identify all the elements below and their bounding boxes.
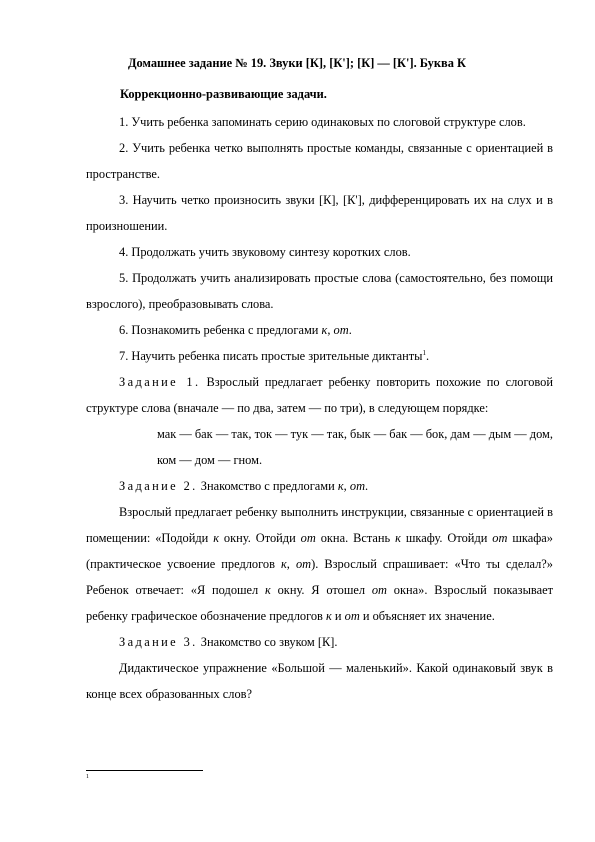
exercise-heading: Знакомство с предлогами <box>197 479 338 493</box>
exercise-label: Задание 3. <box>119 635 198 649</box>
task-item: 1. Учить ребенка запоминать серию одинаковых по слоговой структуре слов. <box>119 115 526 129</box>
preposition-k: к <box>395 531 401 545</box>
text-run: ). Взрослый спрашивает: «Что ты сделал?» Ребенок отвечает: «Я подошел <box>86 557 553 597</box>
exercise-label: Задание 1. <box>119 375 201 389</box>
preposition-k: к <box>321 323 328 337</box>
preposition-k: к <box>326 609 332 623</box>
text-run: шкафа» (практическое усвоение предлогов <box>86 531 553 571</box>
separator: , <box>286 557 296 571</box>
exercise-2-heading <box>86 473 553 499</box>
preposition-k: к <box>213 531 219 545</box>
preposition-ot: от <box>371 583 388 597</box>
task-item: 4. Продолжать учить звуковому синтезу коротких слов. <box>119 245 411 259</box>
footnote-divider <box>86 770 203 771</box>
period: . <box>365 479 369 493</box>
exercise-label: Задание 2. <box>119 479 198 493</box>
preposition-ot: от <box>344 609 360 623</box>
separator: , <box>343 479 350 493</box>
exercise-2-text <box>86 499 553 629</box>
preposition-k: к <box>281 557 287 571</box>
task-item-7 <box>86 343 553 369</box>
preposition-ot: от <box>349 479 366 493</box>
task-item: 5. Продолжать учить анализировать простые слова (самостоятельно, без помощи взрослого), преобразовывать слова. <box>86 271 553 311</box>
exercise-text: Взрослый предлагает ребенку повторить похожие по слоговой структуре слова (вначале — по два, затем — по три), в следующем порядке: <box>86 375 554 415</box>
preposition-ot: от <box>295 557 312 571</box>
task-item: 3. Научить четко произносить звуки [К], [К'], дифференцировать их на слух и в произношении. <box>86 193 553 233</box>
preposition-ot: от <box>492 531 508 545</box>
section-subtitle: Коррекционно-развивающие задачи. <box>120 87 327 101</box>
period: . <box>426 349 430 363</box>
preposition-k: к <box>337 479 344 493</box>
task-item-6 <box>86 317 553 343</box>
page-title: Домашнее задание № 19. Звуки [К], [К']; [К] — [К']. Буква К <box>128 56 466 70</box>
text-run: окна. Встань <box>315 531 396 545</box>
text-run: шкафу. Отойди <box>400 531 493 545</box>
text-run: и <box>331 609 345 623</box>
text-run: окну. Я отошел <box>270 583 372 597</box>
exercise-3-text: Дидактическое упражнение «Большой — маленький». Какой одинаковый звук в конце всех образованных слов? <box>86 661 553 701</box>
text-run: окна». Взрослый показывает ребенку графическое обозначение предлогов <box>86 583 553 623</box>
separator: , <box>327 323 334 337</box>
text-run: Взрослый предлагает ребенку выполнить инструкции, связанные с ориентацией в помещении: «Подойди <box>86 505 553 545</box>
text-run: окну. Отойди <box>219 531 301 545</box>
exercise-heading: Знакомство со звуком [К]. <box>197 635 338 649</box>
task-item: 2. Учить ребенка четко выполнять простые команды, связанные с ориентацией в пространстве. <box>86 141 553 181</box>
period: . <box>348 323 352 337</box>
task-text: 6. Познакомить ребенка с предлогами <box>119 323 322 337</box>
exercise-1 <box>86 369 553 421</box>
text-run: и объясняет их значение. <box>359 609 495 623</box>
preposition-k: к <box>265 583 271 597</box>
footnote-mark[interactable]: 1 <box>422 348 426 357</box>
task-text: 7. Научить ребенка писать простые зрительные диктанты <box>119 349 423 363</box>
preposition-ot: от <box>333 323 349 337</box>
footnote-number: 1 <box>86 774 89 780</box>
word-series: мак — бак — так, ток — тук — так, бык — бак — бок, дам — дым — дом, ком — дом — гном. <box>157 427 553 467</box>
exercise-3-heading <box>86 629 553 655</box>
document-body <box>86 109 553 707</box>
preposition-ot: от <box>300 531 316 545</box>
